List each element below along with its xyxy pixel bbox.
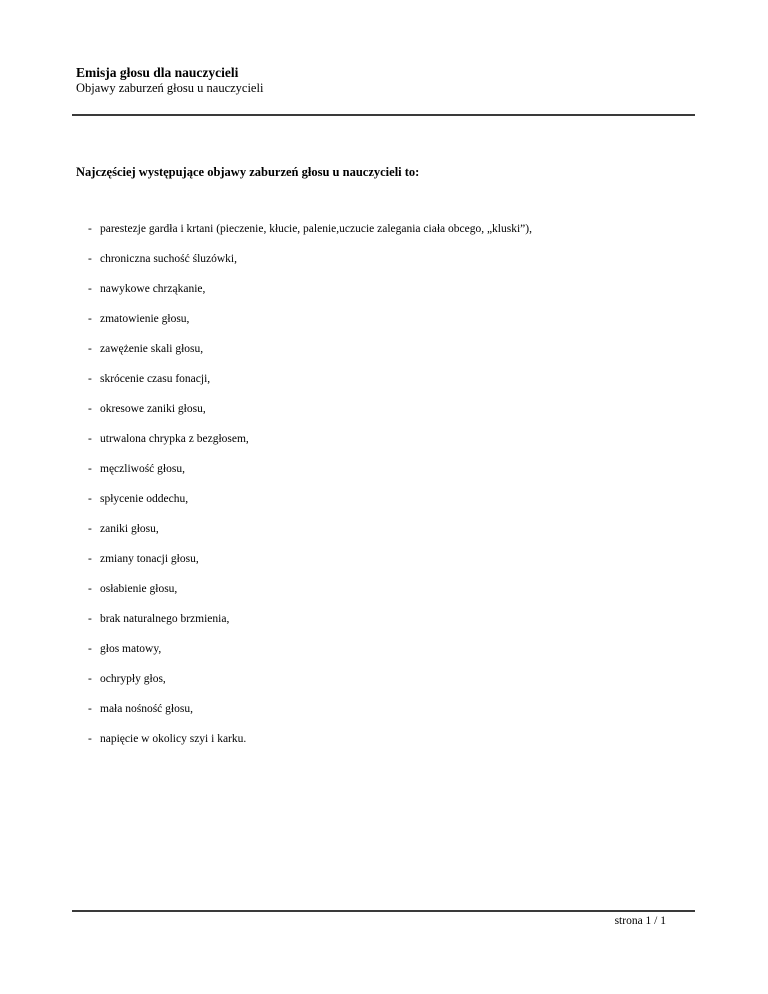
list-item-text: utrwalona chrypka z bezgłosem, [100,433,249,445]
list-item-text: osłabienie głosu, [100,583,178,595]
list-item [88,671,532,701]
list-item-text: chroniczna suchość śluzówki, [100,253,238,265]
list-item-text: ochrypły głos, [100,673,166,685]
list-item [88,701,532,731]
bullet-dash: - [88,253,92,265]
list-item [88,731,532,761]
bullet-dash: - [88,373,92,385]
list-item [88,401,532,431]
list-item [88,581,532,611]
bullet-dash: - [88,493,92,505]
bullet-dash: - [88,613,92,625]
bullet-dash: - [88,673,92,685]
list-item-text: głos matowy, [100,643,162,655]
list-item [88,221,532,251]
list-item-text: nawykowe chrząkanie, [100,283,206,295]
bullet-dash: - [88,463,92,475]
bullet-dash: - [88,403,92,415]
list-item-text: okresowe zaniki głosu, [100,403,206,415]
list-item [88,461,532,491]
list-item-text: skrócenie czasu fonacji, [100,373,211,385]
bullet-dash: - [88,703,92,715]
footer-divider [72,910,695,912]
bullet-dash: - [88,523,92,535]
list-item [88,551,532,581]
list-item [88,341,532,371]
list-item-text: zaniki głosu, [100,523,159,535]
list-item [88,371,532,401]
document-subtitle: Objawy zaburzeń głosu u nauczycieli [76,81,264,95]
list-item-text: zmiany tonacji głosu, [100,553,199,565]
document-title: Emisja głosu dla nauczycieli [76,65,239,80]
bullet-dash: - [88,313,92,325]
bullet-dash: - [88,283,92,295]
list-item-text: napięcie w okolicy szyi i karku. [100,733,247,745]
list-item [88,491,532,521]
list-item [88,611,532,641]
list-item-text: zmatowienie głosu, [100,313,190,325]
list-item [88,431,532,461]
section-heading: Najczęściej występujące objawy zaburzeń głosu u nauczycieli to: [76,165,420,179]
list-item-text: parestezje gardła i krtani (pieczenie, kłucie, palenie,uczucie zalegania ciała obcego, „kluski”), [100,223,532,235]
list-item-text: mała nośność głosu, [100,703,193,715]
header-divider [72,114,695,116]
document-header [76,64,696,96]
list-item-text: brak naturalnego brzmienia, [100,613,230,625]
bullet-dash: - [88,643,92,655]
list-item-text: zawężenie skali głosu, [100,343,204,355]
list-item-text: męczliwość głosu, [100,463,185,475]
bullet-dash: - [88,733,92,745]
bullet-dash: - [88,343,92,355]
bullet-dash: - [88,223,92,235]
bullet-dash: - [88,433,92,445]
list-item-text: spłycenie oddechu, [100,493,189,505]
list-item [88,251,532,281]
list-item [88,521,532,551]
symptom-list [88,221,532,761]
list-item [88,641,532,671]
bullet-dash: - [88,553,92,565]
list-item [88,281,532,311]
page-number: strona 1 / 1 [614,915,666,927]
bullet-dash: - [88,583,92,595]
list-item [88,311,532,341]
